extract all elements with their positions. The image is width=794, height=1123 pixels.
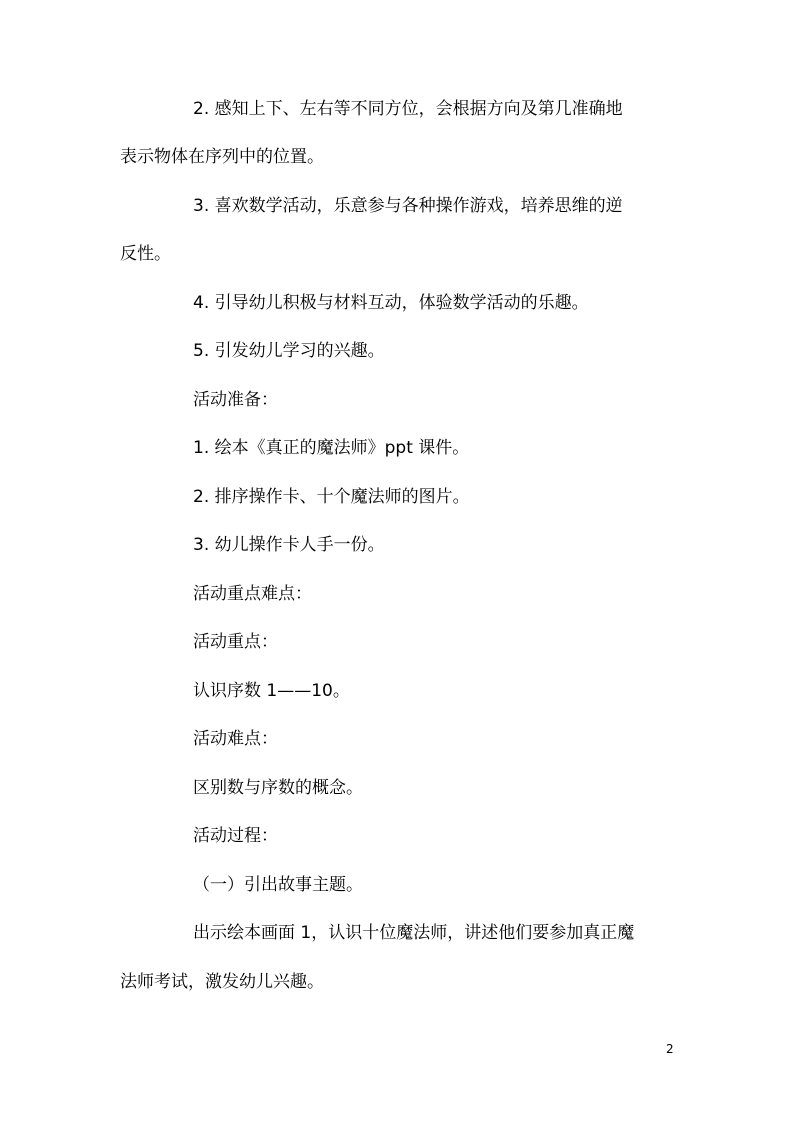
- page-number: 2: [666, 1042, 674, 1056]
- key-point-text: 认识序数 1——10。: [193, 681, 350, 701]
- process-step-1-line-2: 法师考试，激发幼儿兴趣。: [120, 972, 324, 992]
- key-point-heading: 活动重点：: [193, 632, 278, 652]
- preparation-item-1: 1. 绘本《真正的魔法师》ppt 课件。: [193, 438, 470, 458]
- difficulty-heading: 活动难点：: [193, 729, 278, 749]
- goal-5-line: 5. 引发幼儿学习的兴趣。: [193, 341, 385, 361]
- goal-2-line-1: 2. 感知上下、左右等不同方位，会根据方向及第几准确地: [193, 99, 623, 119]
- preparation-heading: 活动准备：: [193, 390, 278, 410]
- process-step-1-title: （一）引出故事主题。: [193, 875, 363, 895]
- goal-3-line-1: 3. 喜欢数学活动，乐意参与各种操作游戏，培养思维的逆: [193, 196, 623, 216]
- process-step-1-line-1: 出示绘本画面 1，认识十位魔法师，讲述他们要参加真正魔: [193, 923, 635, 943]
- preparation-item-2: 2. 排序操作卡、十个魔法师的图片。: [193, 487, 470, 507]
- goal-3-line-2: 反性。: [120, 244, 171, 264]
- goal-4-line: 4. 引导幼儿积极与材料互动，体验数学活动的乐趣。: [193, 293, 589, 313]
- process-heading: 活动过程：: [193, 826, 278, 846]
- preparation-item-3: 3. 幼儿操作卡人手一份。: [193, 535, 385, 555]
- goal-2-line-2: 表示物体在序列中的位置。: [120, 147, 324, 167]
- key-difficulty-heading: 活动重点难点：: [193, 584, 312, 604]
- difficulty-text: 区别数与序数的概念。: [193, 778, 363, 798]
